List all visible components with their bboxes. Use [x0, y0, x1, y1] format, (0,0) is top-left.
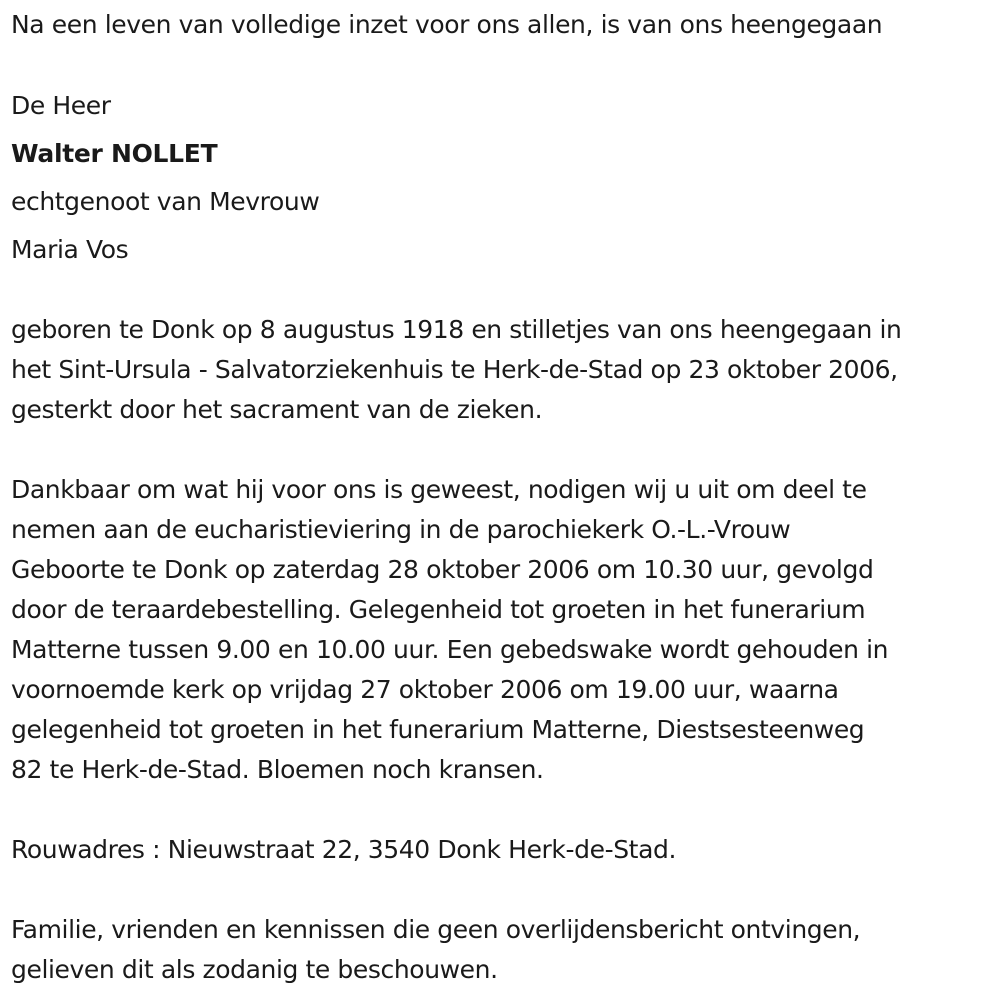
service-line: door de teraardebestelling. Gelegenheid tot groeten in het funerarium — [11, 595, 866, 624]
service-line: nemen aan de eucharistieviering in de parochiekerk O.-L.-Vrouw — [11, 515, 791, 544]
service-line: voornoemde kerk op vrijdag 27 oktober 2006 om 19.00 uur, waarna — [11, 675, 839, 704]
closing-paragraph — [11, 910, 860, 990]
birth-paragraph — [11, 310, 901, 430]
intro-line: Na een leven van volledige inzet voor ons allen, is van ons heengegaan — [11, 10, 883, 39]
birth-line: gesterkt door het sacrament van de zieken. — [11, 395, 543, 424]
service-line: Dankbaar om wat hij voor ons is geweest, nodigen wij u uit om deel te — [11, 475, 867, 504]
service-line: Geboorte te Donk op zaterdag 28 oktober 2006 om 10.30 uur, gevolgd — [11, 555, 874, 584]
deceased-name: Walter NOLLET — [11, 139, 218, 168]
title-prefix: De Heer — [11, 91, 111, 120]
service-line: Matterne tussen 9.00 en 10.00 uur. Een gebedswake wordt gehouden in — [11, 635, 889, 664]
spouse-line: echtgenoot van Mevrouw — [11, 187, 320, 216]
birth-line: geboren te Donk op 8 augustus 1918 en stilletjes van ons heengegaan in — [11, 315, 902, 344]
service-line: gelegenheid tot groeten in het funerarium Matterne, Diestsesteenweg — [11, 715, 865, 744]
service-line: 82 te Herk-de-Stad. Bloemen noch kransen. — [11, 755, 544, 784]
birth-line: het Sint-Ursula - Salvatorziekenhuis te Herk-de-Stad op 23 oktober 2006, — [11, 355, 898, 384]
address-line: Rouwadres : Nieuwstraat 22, 3540 Donk Herk-de-Stad. — [11, 835, 677, 864]
closing-line: gelieven dit als zodanig te beschouwen. — [11, 955, 498, 984]
service-paragraph — [11, 470, 888, 790]
closing-line: Familie, vrienden en kennissen die geen overlijdensbericht ontvingen, — [11, 915, 861, 944]
spouse-name: Maria Vos — [11, 235, 129, 264]
